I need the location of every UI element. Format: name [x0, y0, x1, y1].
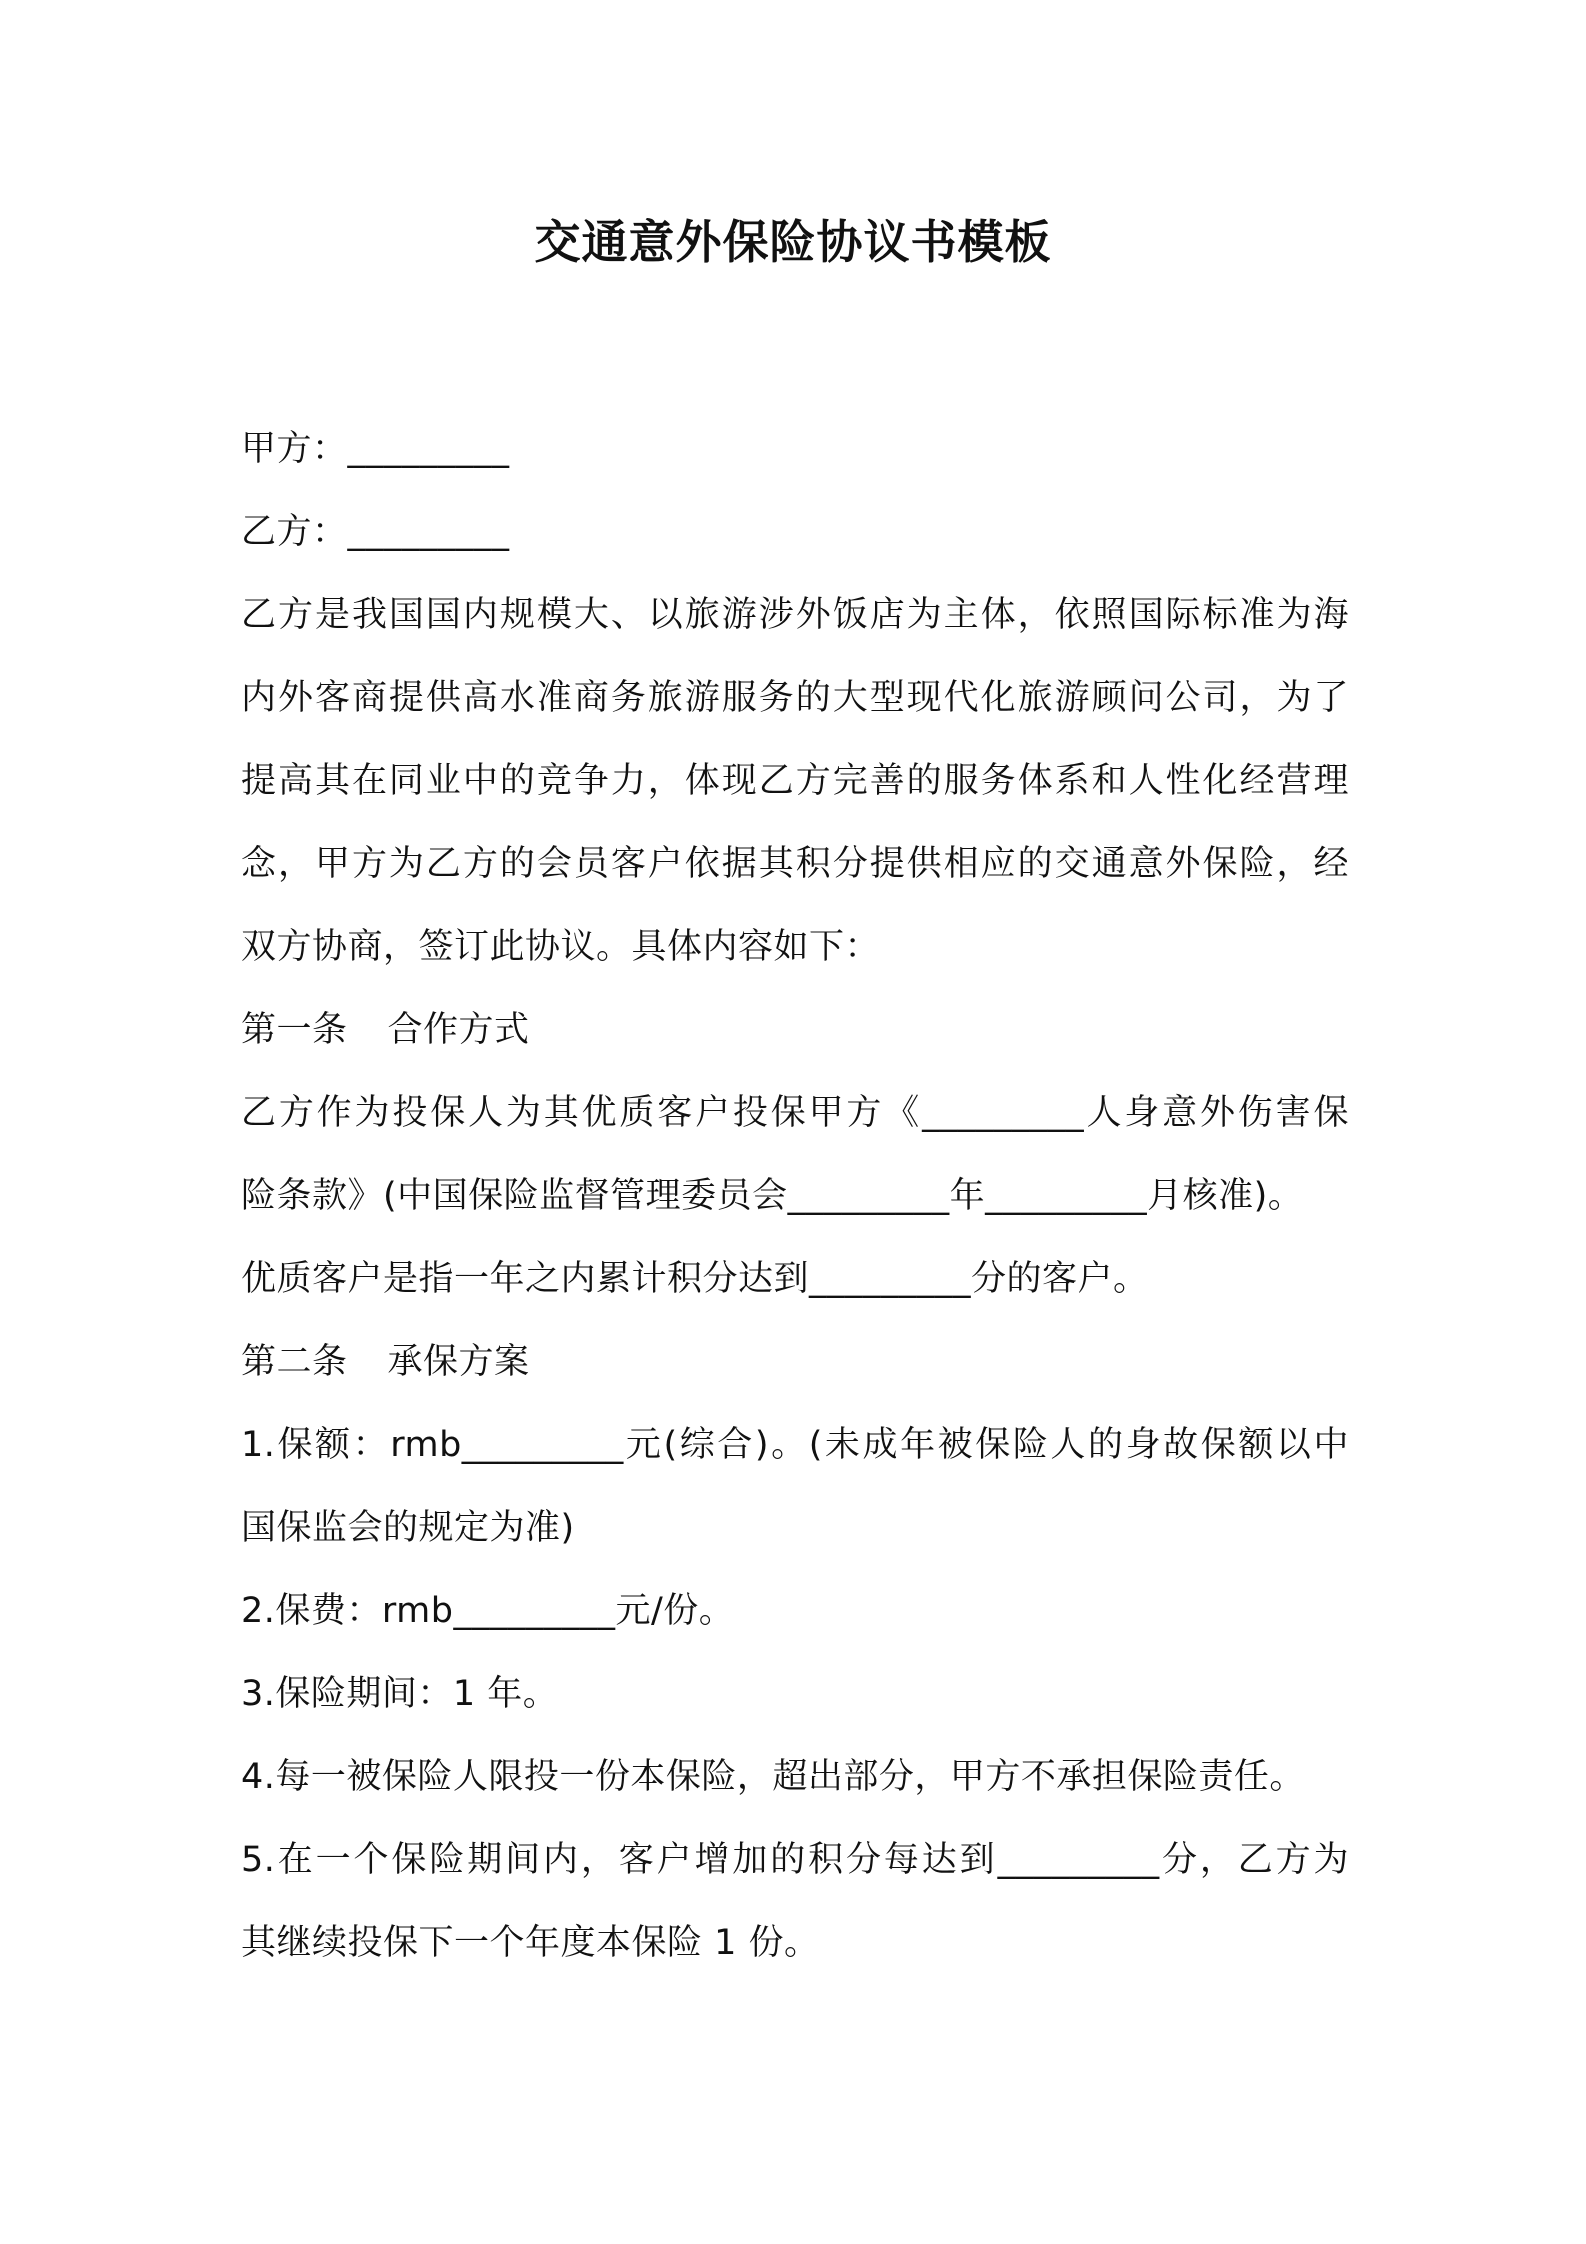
article-2-title: 承保方案 — [387, 1342, 530, 1382]
article-1-title: 合作方式 — [387, 1010, 530, 1050]
intro-line-1: 乙方是我国国内规模大、以旅游涉外饭店为主体，依照国际标准为海 — [241, 595, 1349, 635]
party-a-line: 甲方：_________ — [241, 429, 510, 469]
intro-line-3: 提高其在同业中的竞争力，体现乙方完善的服务体系和人性化经营理 — [241, 761, 1349, 801]
intro-line-2: 内外客商提供高水准商务旅游服务的大型现代化旅游顾问公司，为了 — [241, 678, 1349, 718]
article-2-heading — [241, 1321, 1351, 1404]
article-2-line-5: 4.每一被保险人限投一份本保险，超出部分，甲方不承担保险责任。 — [241, 1757, 1305, 1797]
article-1-line-1: 乙方作为投保人为其优质客户投保甲方《_________人身意外伤害保 — [241, 1093, 1349, 1133]
intro-line-5: 双方协商，签订此协议。具体内容如下： — [241, 927, 881, 967]
article-2-line-4: 3.保险期间：1 年。 — [241, 1674, 559, 1714]
party-b-line: 乙方：_________ — [241, 512, 510, 552]
article-2-line-1: 1.保额：rmb_________元(综合)。(未成年被保险人的身故保额以中 — [241, 1425, 1349, 1465]
article-2-line-2: 国保监会的规定为准) — [241, 1508, 575, 1548]
article-2-line-6: 5.在一个保险期间内，客户增加的积分每达到_________分，乙方为 — [241, 1840, 1349, 1880]
article-2-line-7: 其继续投保下一个年度本保险 1 份。 — [241, 1923, 820, 1963]
document-title: 交通意外保险协议书模板 — [534, 215, 1052, 269]
article-1-line-2: 险条款》(中国保险监督管理委员会_________年_________月核准)。 — [241, 1176, 1304, 1216]
article-2-number: 第二条 — [241, 1342, 348, 1382]
intro-line-4: 念，甲方为乙方的会员客户依据其积分提供相应的交通意外保险，经 — [241, 844, 1349, 884]
article-2-line-3: 2.保费：rmb_________元/份。 — [241, 1591, 735, 1631]
article-1-line-3: 优质客户是指一年之内累计积分达到_________分的客户。 — [241, 1259, 1149, 1299]
document-body — [241, 408, 1351, 1985]
article-1-number: 第一条 — [241, 1010, 348, 1050]
article-1-heading — [241, 989, 1351, 1072]
